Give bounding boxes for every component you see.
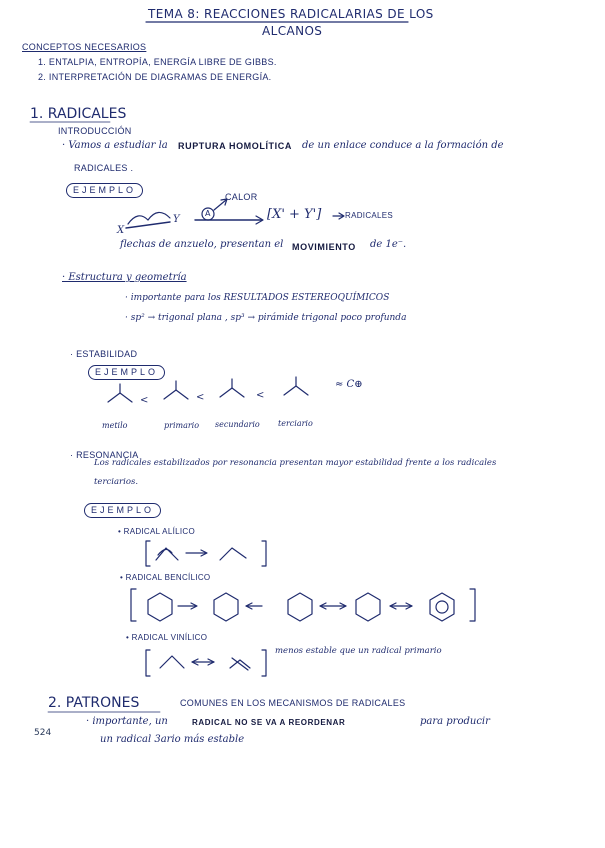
section-1-heading: 1. RADICALES	[30, 106, 127, 122]
stability-lt-2: <	[196, 392, 205, 403]
concepto-item-2: 2. INTERPRETACIÓN DE DIAGRAMAS DE ENERGÍA.	[38, 72, 272, 82]
product-bracket: [X' + Y']	[267, 207, 322, 222]
allylic-resonance	[146, 541, 266, 566]
arrow-note-bold: MOVIMIENTO	[292, 242, 356, 252]
estructura-item-2: · sp² → trigonal plana , sp³ → pirámide trigonal poco profunda	[125, 313, 407, 323]
title-line-2: ALCANOS	[262, 24, 323, 38]
resonancia-heading: · RESONANCIA	[70, 450, 139, 460]
label-terciario: terciario	[278, 419, 313, 428]
radical-alilico-label: • RADICAL ALÍLICO	[118, 527, 195, 536]
intro-text-line2: RADICALES .	[74, 163, 134, 173]
section-2-text-b: para producir	[420, 716, 490, 727]
ejemplo-badge-1: EJEMPLO	[66, 183, 143, 198]
label-secundario: secundario	[215, 420, 260, 429]
reaction-arrow	[195, 199, 344, 224]
conceptos-heading: CONCEPTOS NECESARIOS	[22, 42, 147, 52]
arrow-note-a: flechas de anzuelo, presentan el	[120, 239, 284, 250]
concepto-item-1: 1. ENTALPIA, ENTROPÍA, ENERGÍA LIBRE DE GIBBS.	[38, 57, 277, 67]
arrow-note-b: de 1e⁻.	[370, 239, 407, 250]
label-primario: primario	[164, 421, 200, 430]
benzylic-resonance	[131, 589, 475, 621]
intro-text-a: · Vamos a estudiar la	[62, 140, 168, 151]
radical-bencilico-label: • RADICAL BENCÍLICO	[120, 573, 211, 582]
estructura-item-1: · importante para los RESULTADOS ESTEREOQUÍMICOS	[125, 293, 390, 303]
ejemplo-badge-2: EJEMPLO	[88, 365, 165, 380]
stability-lt-3: <	[256, 390, 265, 401]
primary-radical	[164, 381, 188, 399]
radical-vinilico-label: • RADICAL VINÍLICO	[126, 633, 208, 642]
reactant-y: Y	[173, 214, 180, 225]
fishhook-arrows	[126, 212, 170, 228]
product-label: RADICALES	[345, 211, 394, 220]
introduccion-heading: INTRODUCCIÓN	[58, 126, 132, 136]
section-2-text-line2: un radical 3ario más estable	[100, 734, 245, 745]
section-2-heading-rest: COMUNES EN LOS MECANISMOS DE RADICALES	[180, 698, 406, 708]
secondary-radical	[220, 379, 244, 397]
intro-text-b: de un enlace conduce a la formación de	[302, 140, 504, 151]
vinilico-note: menos estable que un radical primario	[275, 646, 442, 656]
ejemplo-badge-3: EJEMPLO	[84, 503, 161, 518]
methyl-radical	[108, 384, 132, 402]
section-2-text-bold: RADICAL NO SE VA A REORDENAR	[192, 718, 346, 727]
resonancia-text-1: Los radicales estabilizados por resonancia presentan mayor estabilidad frente a los radicales	[94, 458, 497, 468]
estabilidad-heading: · ESTABILIDAD	[70, 349, 138, 359]
calor-label: CALOR	[225, 192, 258, 202]
resonancia-text-2: terciarios.	[94, 477, 139, 487]
estructura-heading: · Estructura y geometría	[62, 272, 187, 283]
circle-label: A	[205, 209, 211, 218]
intro-text-bold: RUPTURA HOMOLÍTICA	[178, 141, 292, 151]
page-number: 524	[34, 728, 52, 738]
vinylic-resonance	[146, 650, 266, 676]
section-2-text-a: · importante, un	[86, 716, 168, 727]
title-line-1: TEMA 8: REACCIONES RADICALARIAS DE LOS	[148, 7, 434, 21]
label-metilo: metilo	[102, 421, 128, 430]
stability-equiv: ≈ C⊕	[335, 379, 363, 390]
reactant-x: X	[117, 225, 125, 236]
section-2-heading: 2. PATRONES	[48, 695, 140, 711]
tertiary-radical	[284, 377, 308, 395]
stability-lt-1: <	[140, 395, 149, 406]
